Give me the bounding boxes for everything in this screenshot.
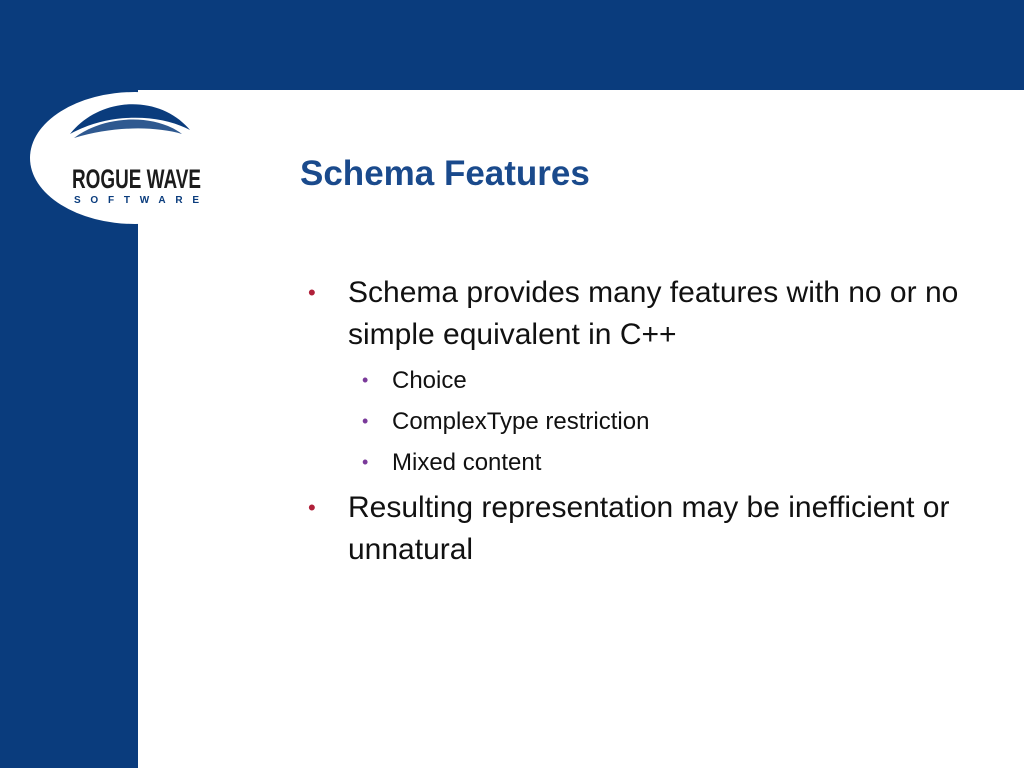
slide-title: Schema Features — [300, 154, 590, 193]
sub-bullet-text: Choice — [392, 367, 467, 394]
sub-bullet-dot-icon: • — [362, 452, 369, 472]
top-band — [0, 0, 1024, 90]
rogue-wave-logo — [30, 92, 240, 224]
sub-bullet-item — [300, 442, 980, 483]
sub-bullet-list — [300, 360, 980, 483]
logo-brand-line1: ROGUE WAVE — [72, 164, 201, 194]
sub-bullet-item — [300, 360, 980, 401]
slide-content — [300, 272, 980, 575]
bullet-text: Resulting representation may be inefficient or unnatural — [348, 491, 950, 566]
sub-bullet-dot-icon: • — [362, 370, 369, 390]
logo-icon — [30, 92, 240, 224]
bullet-item — [300, 272, 980, 356]
sub-bullet-text: ComplexType restriction — [392, 408, 650, 435]
sub-bullet-item — [300, 401, 980, 442]
logo-brand-line2: SOFTWARE — [74, 195, 199, 206]
sub-bullet-text: Mixed content — [392, 449, 542, 476]
bullet-dot-icon: • — [308, 280, 316, 305]
bullet-item — [300, 487, 980, 571]
sub-bullet-dot-icon: • — [362, 411, 369, 431]
bullet-dot-icon: • — [308, 495, 316, 520]
bullet-text: Schema provides many features with no or no simple equivalent in C++ — [348, 276, 959, 351]
